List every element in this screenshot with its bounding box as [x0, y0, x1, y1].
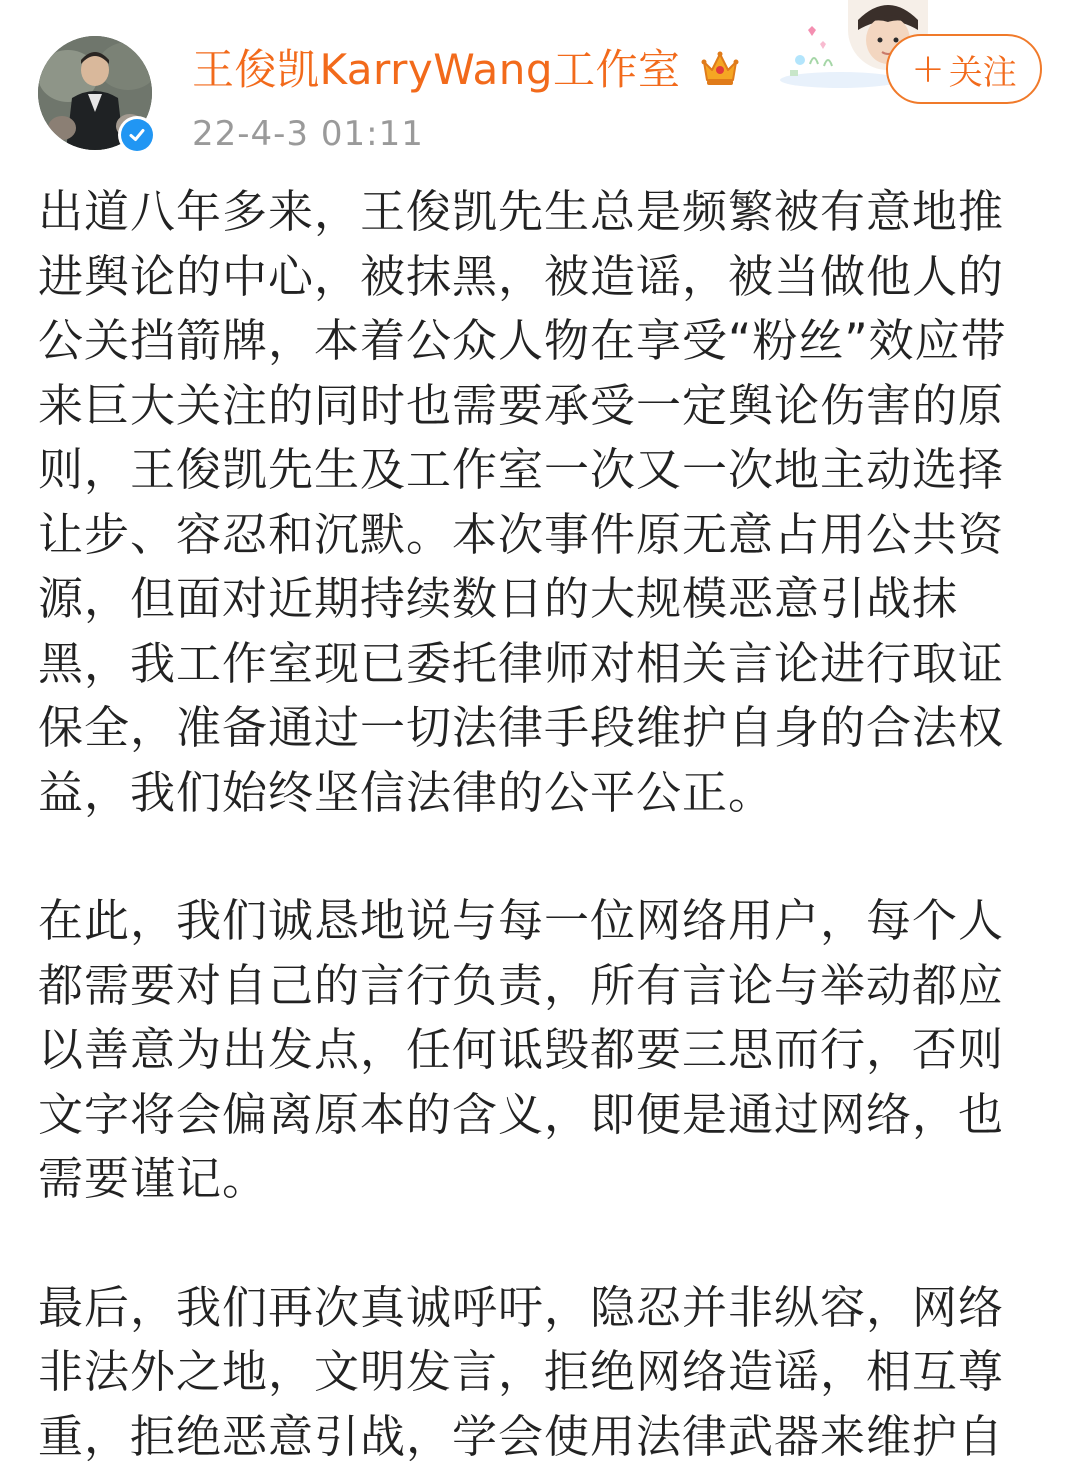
follow-button[interactable]	[886, 34, 1042, 104]
post-paragraph: 出道八年多来，王俊凯先生总是频繁被有意地推进舆论的中心，被抹黑，被造谣，被当做他人的公关挡箭牌，本着公众人物在享受“粉丝”效应带来巨大关注的同时也需要承受一定舆论伤害的原则，王俊凯先生及工作室一次又一次地主动选择让步、容忍和沉默。本次事件原无意占用公共资源，但面对近期持续数日的大规模恶意引战抹黑，我工作室现已委托律师对相关言论进行取证保全，准备通过一切法律手段维护自身的合法权益，我们始终坚信法律的公平公正。	[38, 185, 1007, 819]
verified-check-icon	[121, 119, 153, 151]
post-time: 22-4-3 01:11	[192, 114, 424, 154]
crown-icon	[698, 46, 742, 90]
post-paragraph: 最后，我们再次真诚呼吁，隐忍并非纵容，网络非法外之地，文明发言，拒绝网络造谣，相互尊重，拒绝恶意引战，学会使用法律武器来维护自	[38, 1280, 1005, 1463]
post-content	[38, 180, 1048, 1469]
plus-icon: +	[911, 46, 945, 92]
verified-badge	[118, 116, 156, 154]
follow-label: 关注	[948, 52, 1017, 93]
post-paragraph: 在此，我们诚恳地说与每一位网络用户，每个人都需要对自己的言行负责，所有言论与举动都应以善意为出发点，任何诋毁都要三思而行，否则文字将会偏离原本的含义，即便是通过网络，也需要谨记。	[38, 894, 1005, 1205]
post-header	[0, 0, 1080, 170]
account-name[interactable]: 王俊凯KarryWang工作室	[192, 45, 681, 94]
